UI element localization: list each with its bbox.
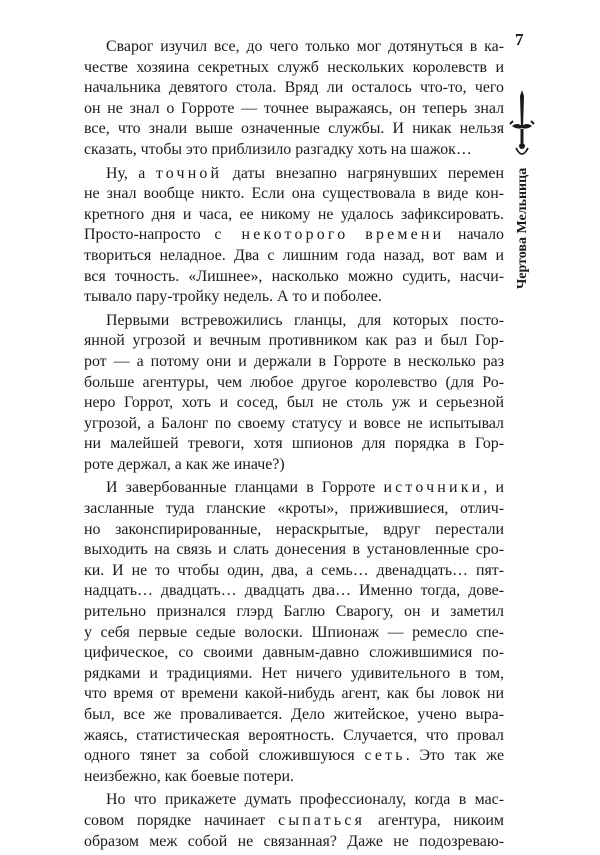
text-line: ки. И не то чтобы один, два, а семь… двенадцать… пят- — [84, 561, 504, 579]
text-line: ни малейшей тревоги, хотя шпионов для порядка в Гор- — [84, 435, 504, 453]
text-line: у себя первые седые волоски. Шпионаж — ремесло спе- — [84, 623, 504, 641]
paragraph — [84, 37, 504, 161]
text-line: он не знал о Горроте — точнее выражаясь, он теперь знал — [84, 99, 504, 117]
text-line: больше агентуры, чем любое другое королевство (для Ро- — [84, 373, 504, 391]
text-line: неизбежно, как боевые потери. — [84, 767, 295, 785]
text-line: вся точность. «Лишнее», насколько можно судить, насчи- — [84, 267, 504, 285]
text-line: что время от времени какой-нибудь агент, как бы ловок ни — [84, 685, 504, 703]
text-run: Просто-напросто — [84, 226, 215, 244]
text-line — [84, 811, 504, 832]
text-line: Сварог изучил все, до чего только мог дотянуться в ка- — [106, 38, 504, 55]
paragraph — [84, 164, 504, 308]
text-line: кретного дня и часа, ее никому не удалось зафиксировать. — [84, 205, 504, 223]
text-line: рительно признался глэрд Баглю Сварогу, он и заметил — [84, 603, 504, 621]
text-line: неро Горрот, хоть и сосед, был не столь уж и серьезной — [84, 394, 504, 412]
text-run: начало — [444, 226, 504, 244]
text-line: не знал вообще никто. Если она существовала в виде кон- — [84, 185, 504, 203]
paragraph — [84, 790, 504, 852]
text-line: но законспирированные, нераскрытые, вдруг перестали — [84, 520, 504, 538]
text-run: Ну, а — [106, 164, 156, 182]
page-number: 7 — [515, 30, 524, 49]
spaced-emphasis: сыпаться — [278, 811, 366, 829]
text-line: был, все же проваливается. Дело житейское, учено выра- — [84, 706, 504, 723]
text-line: тывало пару-тройку недель. А то и поболее. — [84, 288, 382, 306]
text-line: Первыми встревожились гланцы, для которых посто- — [106, 311, 504, 329]
text-line: честве хозяина секретных служб нескольких королевств и — [84, 58, 504, 76]
text-run: даты внезапно нагрянувших перемен — [222, 164, 504, 182]
text-line: цифическое, со своими давным-давно сложившимися по- — [84, 644, 504, 662]
sword-dagger-icon — [507, 88, 537, 163]
text-line: сказать, чтобы это приблизило разгадку хоть на шажок… — [84, 140, 472, 158]
text-line: рот — а потому они и держали в Горроте в несколько раз — [84, 352, 504, 370]
text-line: засланные туда гланские «кроты», прижившиеся, отлич- — [84, 500, 504, 518]
text-run: одного тянет за собой сложившуюся — [84, 747, 365, 765]
text-run: И завербованные гланцами в Горроте — [106, 479, 384, 497]
text-line — [84, 164, 504, 185]
body-text — [84, 37, 504, 855]
text-line — [84, 478, 504, 499]
spaced-emphasis: с некоторого времени — [214, 226, 445, 244]
text-line — [84, 746, 504, 767]
text-line — [84, 225, 504, 246]
text-line: угрозой, а Балонг по своему статусу и вовсе не испытывал — [84, 414, 504, 432]
text-run: , и — [483, 479, 504, 497]
spaced-emphasis: источники — [383, 479, 484, 497]
text-line: образом меж собой не связанная? Даже не подозреваю- — [84, 832, 504, 850]
text-line: янной угрозой и вечным противником как раз и был Гор- — [84, 332, 504, 350]
paragraph — [84, 311, 504, 476]
spaced-emphasis: сеть — [364, 747, 406, 765]
text-line: рядками и традициями. Нет ничего удивительного в том, — [84, 664, 504, 682]
text-line: начальника девятого стола. Вряд ли осталось что-то, чего — [84, 79, 504, 97]
text-run: агентура, никоим — [365, 811, 504, 829]
text-line: выходить на связь и слать донесения в установленные сро- — [84, 541, 504, 559]
text-line: все, что знали выше означенные службы. И никак нельзя — [84, 120, 504, 138]
text-run: . Это так же — [405, 747, 505, 765]
running-title: Чертова Мельница — [515, 168, 530, 290]
text-run: совом порядке начинает — [84, 811, 279, 829]
text-line: Но что прикажете думать профессионалу, когда в мас- — [106, 791, 504, 809]
text-line: роте держал, а как же иначе?) — [84, 455, 285, 473]
paragraph — [84, 478, 504, 787]
text-line: твориться неладное. Два с лишним года назад, вот вам и — [84, 246, 504, 264]
text-line: жаясь, статистическая вероятность. Случается, что провал — [84, 726, 504, 744]
text-line: надцать… двадцать… двадцать два… Именно тогда, дове- — [84, 582, 504, 600]
spaced-emphasis: точной — [155, 164, 223, 182]
